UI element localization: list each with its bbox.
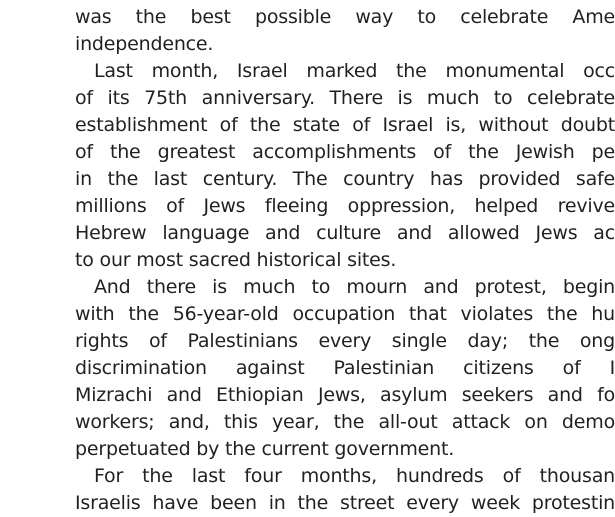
text-line: discrimination against Palestinian citizens of I xyxy=(75,357,615,379)
text-line: Israelis have been in the street every week protestin xyxy=(75,492,615,514)
text-line: with the 56-year-old occupation that violates the hu xyxy=(75,303,615,325)
text-line: of its 75th anniversary. There is much to celebrate xyxy=(75,87,615,109)
text-line: For the last four months, hundreds of thousan xyxy=(94,465,615,487)
text-line: perpetuated by the current government. xyxy=(75,438,455,460)
text-line: Mizrachi and Ethiopian Jews, asylum seekers and fo xyxy=(75,384,615,406)
text-line: Last month, Israel marked the monumental occ xyxy=(94,60,615,82)
text-line: establishment of the state of Israel is, without doubt xyxy=(75,114,615,136)
text-line: in the last century. The country has provided safe xyxy=(75,168,615,190)
text-line: And there is much to mourn and protest, begin xyxy=(94,276,615,298)
text-line: of the greatest accomplishments of the Jewish pe xyxy=(75,141,615,163)
text-line: Hebrew language and culture and allowed Jews ac xyxy=(75,222,615,244)
text-line: rights of Palestinians every single day; the ong xyxy=(75,330,615,352)
text-line: workers; and, this year, the all-out attack on demo xyxy=(75,411,615,433)
text-line: to our most sacred historical sites. xyxy=(75,249,397,271)
text-line: was the best possible way to celebrate Ame xyxy=(75,6,615,28)
text-line: independence. xyxy=(75,33,214,55)
text-line: millions of Jews fleeing oppression, helped revive xyxy=(75,195,615,217)
